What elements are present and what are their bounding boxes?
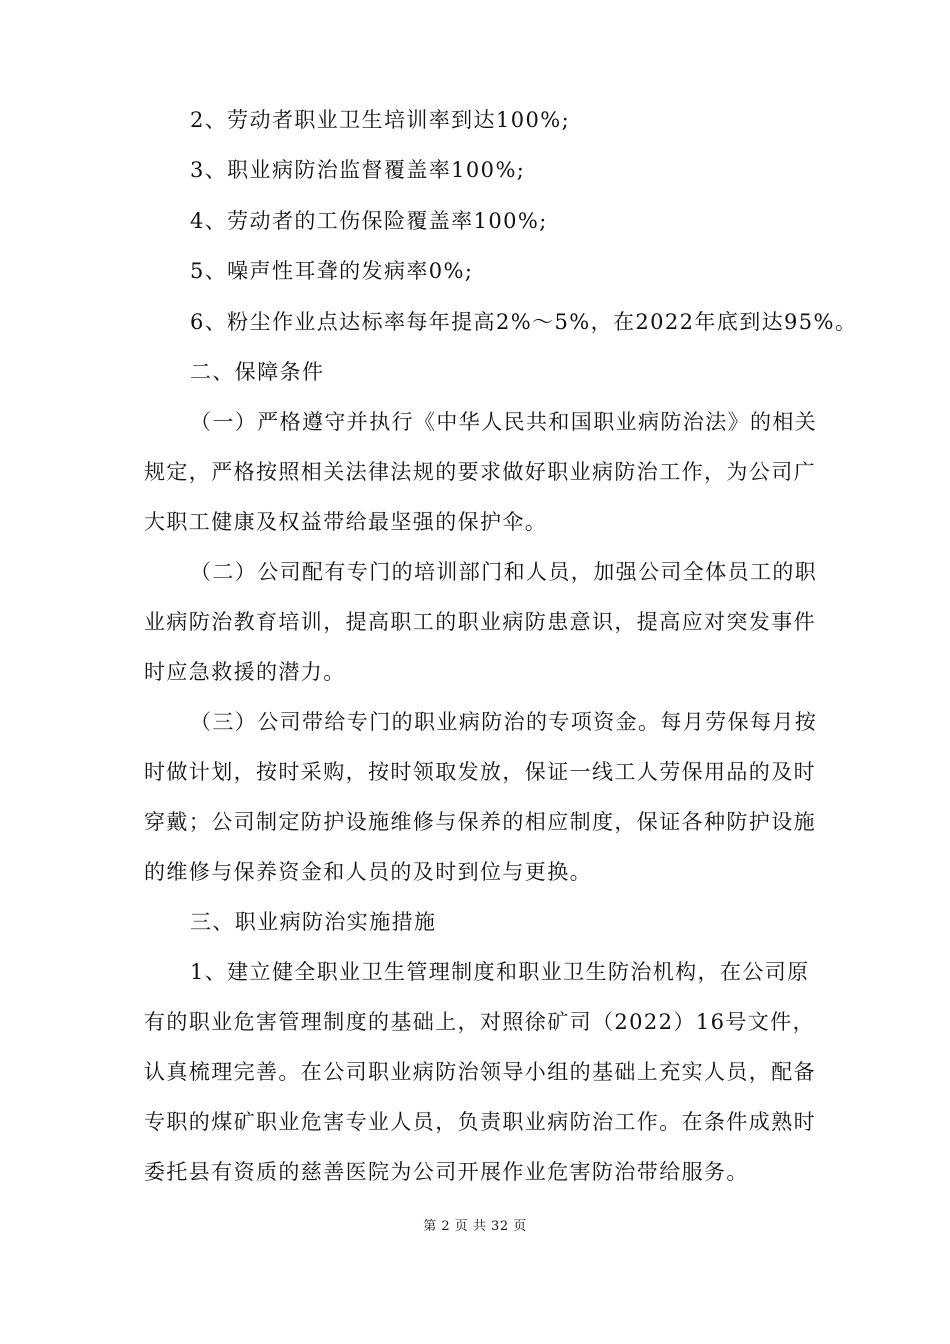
- goal-item-4: 4、劳动者的工伤保险覆盖率100%;: [190, 209, 548, 233]
- goal-item-6: 6、粉尘作业点达标率每年提高2%～5%，在2022年底到达95%。: [190, 310, 858, 334]
- paragraph-line: 业病防治教育培训，提高职工的职业病防患意识，提高应对突发事件: [144, 610, 816, 634]
- paragraph-line: 认真梳理完善。在公司职业病防治领导小组的基础上充实人员，配备: [144, 1060, 816, 1084]
- section-heading-3: 三、职业病防治实施措施: [190, 910, 437, 934]
- paragraph-line: 1、建立健全职业卫生管理制度和职业卫生防治机构，在公司原: [190, 960, 810, 984]
- page-number-footer: 第 2 页 共 32 页: [423, 1219, 527, 1234]
- paragraph-line: 大职工健康及权益带给最坚强的保护伞。: [144, 510, 548, 534]
- paragraph-line: 的维修与保养资金和人员的及时到位与更换。: [144, 860, 592, 884]
- paragraph-line: （三）公司带给专门的职业病防治的专项资金。每月劳保每月按: [190, 710, 818, 734]
- paragraph-line: （一）严格遵守并执行《中华人民共和国职业病防治法》的相关: [190, 410, 818, 434]
- goal-item-5: 5、噪声性耳聋的发病率0%;: [190, 259, 474, 283]
- section-heading-2: 二、保障条件: [190, 360, 325, 384]
- paragraph-line: 穿戴；公司制定防护设施维修与保养的相应制度，保证各种防护设施: [144, 810, 816, 834]
- paragraph-line: 有的职业危害管理制度的基础上，对照徐矿司（2022）16号文件，: [144, 1010, 815, 1034]
- paragraph-line: 时应急救援的潜力。: [144, 660, 346, 684]
- goal-item-3: 3、职业病防治监督覆盖率100%;: [190, 158, 526, 182]
- paragraph-line: 时做计划，按时采购，按时领取发放，保证一线工人劳保用品的及时: [144, 760, 816, 784]
- goal-item-2: 2、劳动者职业卫生培训率到达100%;: [190, 108, 571, 132]
- paragraph-line: 规定，严格按照相关法律法规的要求做好职业病防治工作，为公司广: [144, 460, 816, 484]
- paragraph-line: 委托县有资质的慈善医院为公司开展作业危害防治带给服务。: [144, 1160, 749, 1184]
- paragraph-line: （二）公司配有专门的培训部门和人员，加强公司全体员工的职: [190, 560, 818, 584]
- paragraph-line: 专职的煤矿职业危害专业人员，负责职业病防治工作。在条件成熟时: [144, 1110, 816, 1134]
